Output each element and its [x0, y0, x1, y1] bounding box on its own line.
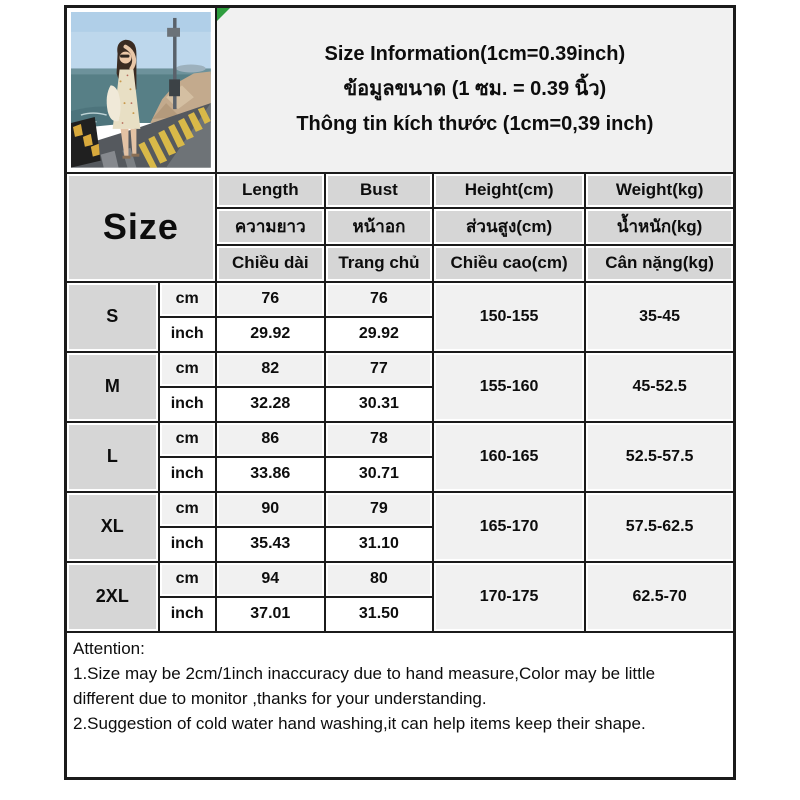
m-length-inch: 32.28	[216, 387, 325, 422]
size-label-m: M	[66, 352, 159, 422]
unit-label-inch: inch	[159, 457, 216, 492]
size-label-2xl: 2XL	[66, 562, 159, 632]
2xl-bust-cm: 80	[325, 562, 433, 597]
2xl-length-cm: 94	[216, 562, 325, 597]
size-info-title-cell	[216, 7, 735, 173]
l-bust-inch: 30.71	[325, 457, 433, 492]
unit-label-cm: cm	[159, 492, 216, 527]
unit-label-cm: cm	[159, 282, 216, 317]
m-weight: 45-52.5	[585, 352, 734, 422]
col-header-weight-en: Weight(kg)	[585, 173, 734, 208]
m-bust-cm: 77	[325, 352, 433, 387]
col-header-length-vi: Chiều dài	[216, 245, 325, 282]
unit-label-inch: inch	[159, 527, 216, 562]
col-header-weight-vi: Cân nặng(kg)	[585, 245, 734, 282]
col-header-length-en: Length	[216, 173, 325, 208]
size-header-cell: Size	[66, 173, 216, 282]
attention-line-3: 2.Suggestion of cold water hand washing,it can help items keep their shape.	[73, 713, 646, 733]
col-header-bust-en: Bust	[325, 173, 433, 208]
xl-height: 165-170	[433, 492, 585, 562]
unit-label-inch: inch	[159, 387, 216, 422]
size-label-xl: XL	[66, 492, 159, 562]
s-height: 150-155	[433, 282, 585, 352]
s-bust-cm: 76	[325, 282, 433, 317]
l-length-cm: 86	[216, 422, 325, 457]
2xl-weight: 62.5-70	[585, 562, 734, 632]
l-height: 160-165	[433, 422, 585, 492]
m-bust-inch: 30.31	[325, 387, 433, 422]
s-length-inch: 29.92	[216, 317, 325, 352]
xl-bust-cm: 79	[325, 492, 433, 527]
size-label-l: L	[66, 422, 159, 492]
2xl-height: 170-175	[433, 562, 585, 632]
green-corner-marker-icon	[217, 8, 230, 21]
unit-label-cm: cm	[159, 352, 216, 387]
attention-line-2: different due to monitor ,thanks for your understanding.	[73, 688, 487, 708]
s-weight: 35-45	[585, 282, 734, 352]
col-header-length-th: ความยาว	[216, 208, 325, 245]
size-table	[64, 5, 736, 780]
col-header-height-en: Height(cm)	[433, 173, 585, 208]
unit-label-cm: cm	[159, 562, 216, 597]
xl-length-cm: 90	[216, 492, 325, 527]
title-line-en: Size Information(1cm=0.39inch)	[324, 43, 626, 66]
attention-line-1: 1.Size may be 2cm/1inch inaccuracy due to hand measure,Color may be little	[73, 663, 656, 683]
l-length-inch: 33.86	[216, 457, 325, 492]
unit-label-inch: inch	[159, 317, 216, 352]
m-height: 155-160	[433, 352, 585, 422]
m-length-cm: 82	[216, 352, 325, 387]
title-line-vi: Thông tin kích thước (1cm=0,39 inch)	[296, 113, 654, 136]
2xl-length-inch: 37.01	[216, 597, 325, 632]
col-header-weight-th: น้ำหนัก(kg)	[585, 208, 734, 245]
xl-length-inch: 35.43	[216, 527, 325, 562]
size-chart-sheet	[64, 5, 736, 780]
model-seaside-photo	[71, 12, 211, 168]
col-header-bust-th: หน้าอก	[325, 208, 433, 245]
title-line-th: ข้อมูลขนาด (1 ซม. = 0.39 นิ้ว)	[343, 78, 607, 101]
l-bust-cm: 78	[325, 422, 433, 457]
col-header-height-th: ส่วนสูง(cm)	[433, 208, 585, 245]
xl-bust-inch: 31.10	[325, 527, 433, 562]
col-header-bust-vi: Trang chủ	[325, 245, 433, 282]
attention-heading: Attention:	[73, 638, 145, 658]
unit-label-cm: cm	[159, 422, 216, 457]
s-length-cm: 76	[216, 282, 325, 317]
l-weight: 52.5-57.5	[585, 422, 734, 492]
product-photo-cell	[66, 7, 216, 173]
2xl-bust-inch: 31.50	[325, 597, 433, 632]
unit-label-inch: inch	[159, 597, 216, 632]
xl-weight: 57.5-62.5	[585, 492, 734, 562]
s-bust-inch: 29.92	[325, 317, 433, 352]
size-label-s: S	[66, 282, 159, 352]
attention-note	[66, 632, 735, 779]
col-header-height-vi: Chiều cao(cm)	[433, 245, 585, 282]
